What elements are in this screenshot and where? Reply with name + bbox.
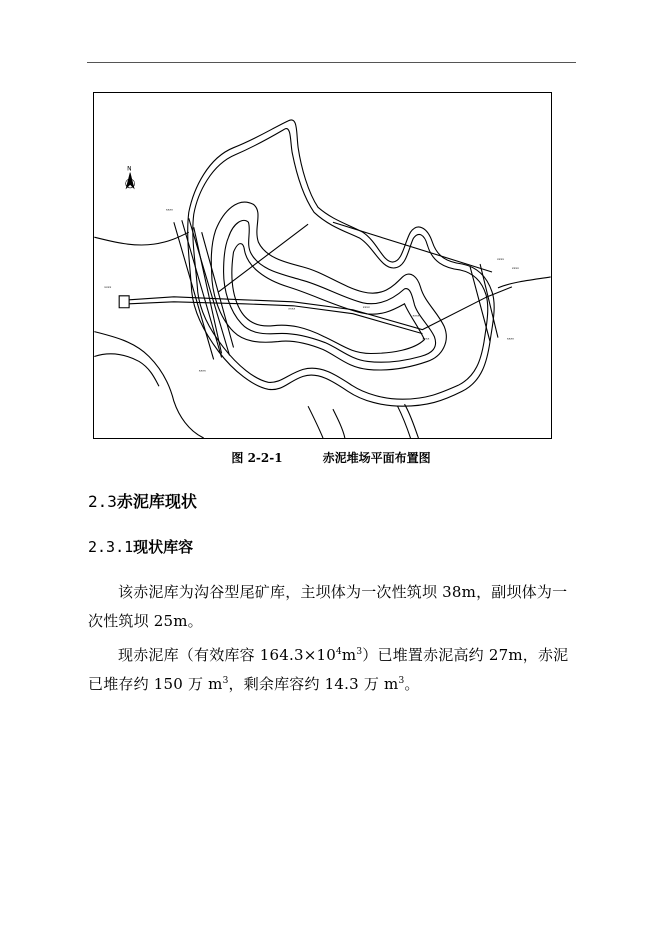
straight-line <box>219 222 492 292</box>
station-label-7: xxxx <box>422 336 430 341</box>
section-number: 2.3 <box>88 492 117 511</box>
p2-text-e: 。 <box>404 675 420 693</box>
north-label: N <box>127 165 132 173</box>
caption-number: 图 2-2-1 <box>231 451 283 465</box>
p2-sup-2: 3 <box>356 647 363 657</box>
p2-text-d: ，剩余库容约 14.3 万 m <box>228 675 399 693</box>
station-label-6: xxxx <box>412 313 420 318</box>
pipeline-2 <box>129 302 422 334</box>
outer-boundary-inner <box>193 129 488 400</box>
p2-sup-3: 3 <box>222 676 229 686</box>
station-label-9: xxxx <box>506 336 514 341</box>
outer-boundary <box>188 120 494 406</box>
station-label-5: xxxx <box>362 304 370 309</box>
pipeline <box>129 287 512 330</box>
figure-caption <box>0 449 662 466</box>
site-plan-figure <box>93 92 552 439</box>
subsection-title: 现状库容 <box>133 538 194 556</box>
subsection-heading <box>88 536 193 557</box>
p2-text-a: 现赤泥库（有效库容 164.3×10 <box>118 646 336 664</box>
p2-sup-1: 4 <box>335 647 342 657</box>
header-rule <box>87 62 576 63</box>
subsection-number: 2.3.1 <box>88 538 134 556</box>
paragraph-2 <box>88 641 578 699</box>
access-road <box>398 404 419 438</box>
station-label-4: xxxx <box>288 306 296 311</box>
station-labels <box>104 207 519 372</box>
station-label-1: xxxx <box>165 207 173 212</box>
p2-text-c: ）已堆置赤泥高约 27m，赤泥已堆存约 150 万 m <box>88 646 569 693</box>
outlet-box <box>119 296 129 308</box>
terrain-left-mid <box>94 354 159 387</box>
station-label-3: xxxx <box>198 368 206 373</box>
site-plan-drawing <box>94 93 551 438</box>
p2-sup-4: 3 <box>398 676 405 686</box>
terrain-left-top <box>94 232 188 245</box>
terrain-right <box>498 277 551 288</box>
terrain-bottom <box>308 406 345 438</box>
main-dam-left <box>174 218 230 359</box>
terrain-left-bottom <box>94 332 203 438</box>
station-label-2: xxxx <box>104 284 112 289</box>
section-title: 赤泥库现状 <box>116 492 197 511</box>
station-label-8: xxxx <box>511 265 519 270</box>
paragraph-1: 该赤泥库为沟谷型尾矿库，主坝体为一次性筑坝 38m，副坝体为一次性筑坝 25m。 <box>88 583 568 630</box>
p2-text-b: m <box>341 646 357 664</box>
caption-title: 赤泥堆场平面布置图 <box>322 451 431 465</box>
north-arrow <box>126 166 135 189</box>
station-label-10: xxxx <box>496 257 505 262</box>
section-heading <box>88 489 197 512</box>
